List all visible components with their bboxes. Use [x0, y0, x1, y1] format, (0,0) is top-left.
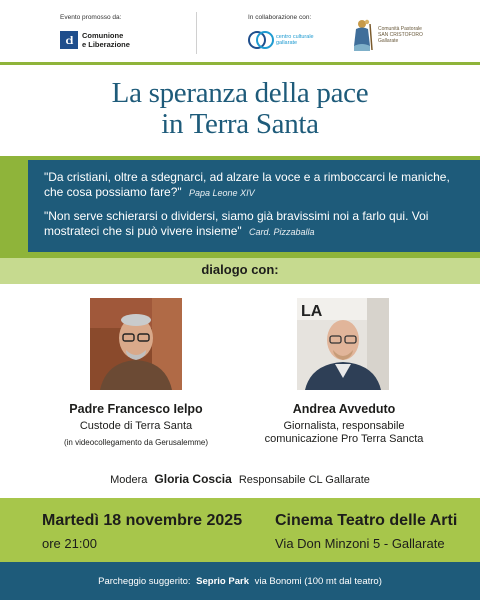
date-venue-band [0, 498, 480, 562]
promoted-label: Evento promosso da: [60, 14, 122, 21]
quote-1 [44, 170, 464, 201]
cc-circles-icon [248, 30, 272, 50]
cc-name-1: centro culturale [276, 33, 314, 40]
event-venue: Cinema Teatro delle Arti [275, 512, 458, 529]
cl-logo-text [82, 31, 130, 49]
centro-culturale-logo [248, 30, 314, 50]
parish-line-3: Gallarate [378, 38, 399, 44]
quote-2-text: "Non serve schierarsi o dividersi, siamo già bravissimi noi a farlo qui. Voi mostrateci che si può vivere insieme" [44, 209, 429, 238]
quote-1-author: Papa Leone XIV [189, 188, 255, 198]
cl-name-1: Comunione [82, 31, 124, 40]
parish-text [378, 26, 423, 44]
event-date: Martedì 18 novembre 2025 [42, 512, 243, 529]
parish-logo [350, 18, 423, 52]
header-divider [196, 12, 197, 54]
speaker-1-note: (in videocollegamento da Gerusalemme) [63, 438, 209, 447]
speaker-1-name: Padre Francesco Ielpo [69, 402, 203, 416]
speaker-1-role: Custode di Terra Santa [79, 420, 193, 432]
quote-1-text: "Da cristiani, oltre a sdegnarci, ad alzare la voce e a rimboccarci le maniche, che cosa possiamo fare?" [44, 170, 450, 199]
speaker-2-name: Andrea Avveduto [292, 402, 396, 416]
title-line-1: La speranza della pace [111, 77, 369, 109]
dialog-label: dialogo con: [201, 262, 279, 277]
moderator-role: Responsabile CL Gallarate [238, 474, 370, 486]
moderator-line [0, 472, 480, 486]
cc-name-2: gallarate [276, 40, 298, 46]
speaker-2-photo [297, 298, 389, 390]
cc-text [276, 34, 314, 47]
parish-line-1: Comunità Pastorale [378, 26, 422, 32]
cl-logo [60, 31, 130, 49]
parish-line-2: SAN CRISTOFORO [378, 32, 423, 38]
svg-text:LA: LA [301, 303, 323, 320]
moderator-label: Modera [110, 474, 148, 486]
parking-info [0, 576, 480, 587]
parking-label: Parcheggio suggerito: [98, 576, 191, 587]
quote-2 [44, 209, 464, 240]
parking-name: Seprio Park [196, 576, 249, 587]
event-time: ore 21:00 [42, 536, 97, 551]
header [0, 0, 480, 62]
parking-detail: via Bonomi (100 mt dal teatro) [254, 576, 382, 587]
speaker-2-role-2: comunicazione Pro Terra Sancta [264, 433, 424, 445]
saint-christopher-icon [350, 18, 374, 52]
collab-label: In collaborazione con: [248, 14, 312, 21]
speaker-2-role-1: Giornalista, responsabile [283, 420, 405, 432]
cl-logo-mark: cl [60, 31, 78, 49]
moderator-name: Gloria Coscia [154, 472, 232, 486]
quote-2-author: Card. Pizzaballa [249, 227, 315, 237]
cl-name-2: e Liberazione [82, 40, 130, 49]
title-line-2: in Terra Santa [161, 108, 319, 140]
top-green-band [0, 62, 480, 65]
speaker-1-photo [90, 298, 182, 390]
quote-box [28, 160, 480, 252]
event-address: Via Don Minzoni 5 - Gallarate [275, 536, 445, 551]
event-title [0, 78, 480, 140]
